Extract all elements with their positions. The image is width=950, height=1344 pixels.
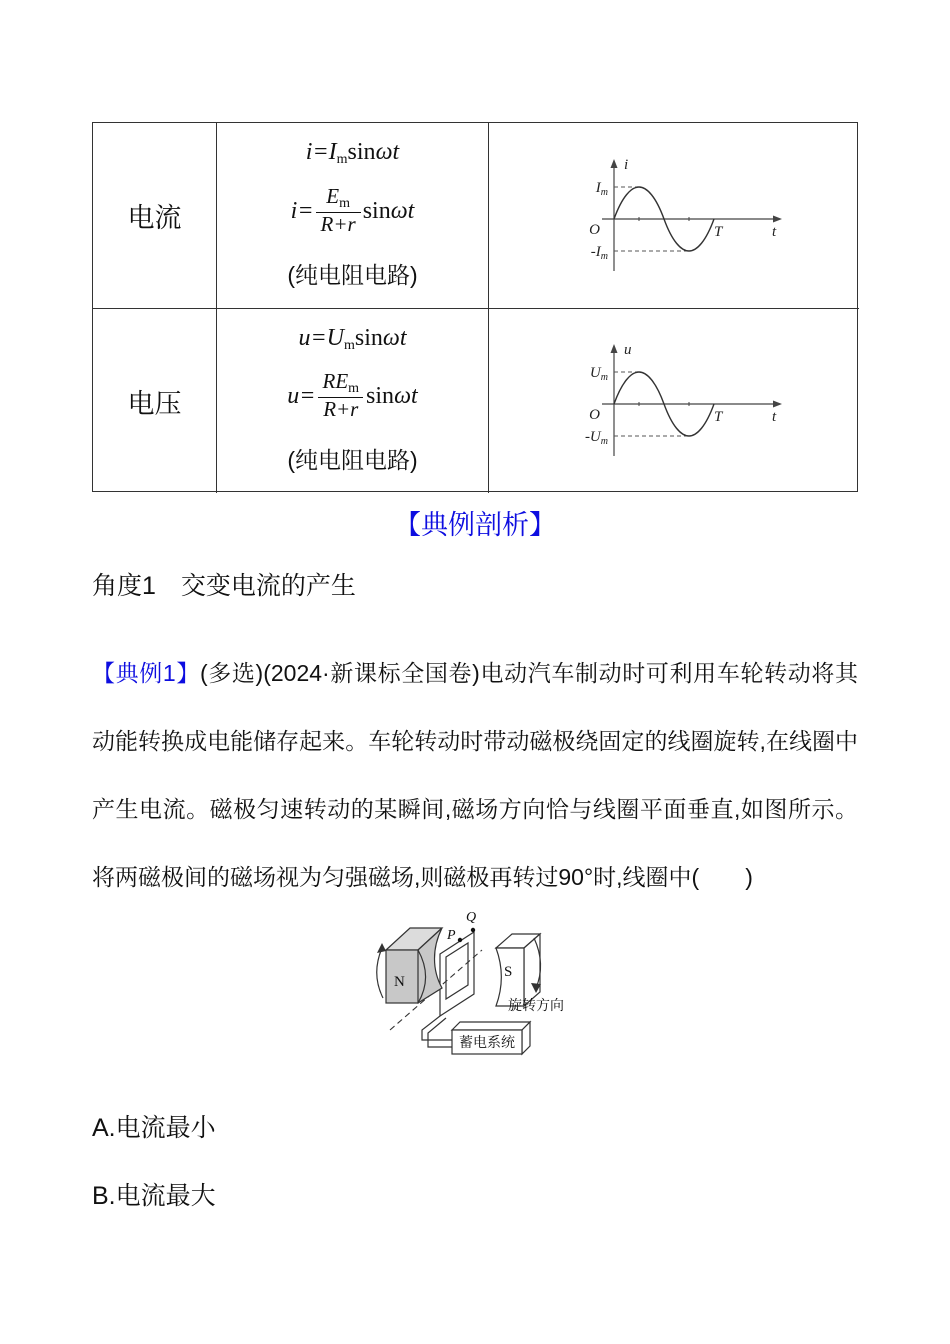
current-sine-graph xyxy=(554,150,794,282)
battery-top-face xyxy=(452,1022,530,1030)
generator-diagram xyxy=(356,890,624,1082)
x-axis-label: t xyxy=(772,223,777,240)
voltage-formula-simple: $u=U_m\sin\omega t$ xyxy=(298,325,407,353)
s-pole-label: S xyxy=(504,964,513,980)
current-formulas-cell xyxy=(216,123,488,308)
rotation-direction-label: 旋转方向 xyxy=(508,997,564,1013)
battery-label: 蓄电系统 xyxy=(459,1034,515,1050)
terminal-p-dot xyxy=(458,938,462,942)
terminal-q-dot xyxy=(471,928,475,932)
trough-label: $-U_m$ xyxy=(584,429,608,447)
option-b: B.电流最大 xyxy=(92,1182,216,1210)
period-label: T xyxy=(714,223,723,240)
current-formula-frac: i= $\frac{E_m}{R+r}$ sinωt xyxy=(290,183,415,236)
current-formula-simple: $i=I_m\sin\omega t$ xyxy=(305,139,400,167)
trough-label: $-I_m$ xyxy=(590,243,608,262)
peak-label: $I_m$ xyxy=(595,179,608,198)
row-label-voltage-text: 电压 xyxy=(127,388,182,419)
current-graph-cell xyxy=(488,123,859,308)
voltage-sine-graph xyxy=(554,335,794,467)
origin-label: O xyxy=(589,407,600,423)
option-a: A.电流最小 xyxy=(92,1114,216,1142)
ac-summary-table xyxy=(92,122,858,492)
wire-1 xyxy=(422,1016,452,1040)
row-label-current xyxy=(93,123,216,308)
voltage-formula-note: (纯电阻电路) xyxy=(287,447,418,473)
angle-heading: 角度1 交变电流的产生 xyxy=(92,572,356,600)
current-formula-note: (纯电阻电路) xyxy=(287,262,418,288)
example-text: (多选)(2024·新课标全国卷)电动汽车制动时可利用车轮转动将其动能转换成电能储存起来。车轮转动时带动磁极绕固定的线圈旋转,在线圈中产生电流。磁极匀速转动的某瞬间,磁场方向恰与线圈平面垂直,如图所示。将两磁极间的磁场视为匀强磁场,则磁极再转过90°时,线圈中( ) xyxy=(92,660,858,890)
row-label-voltage xyxy=(93,308,216,493)
y-axis-label: u xyxy=(624,342,632,358)
voltage-formula-frac: u= $\frac{RE_m}{R+r}$ sinωt xyxy=(287,369,418,422)
period-label: T xyxy=(714,409,723,425)
terminal-q-label: Q xyxy=(466,910,477,925)
y-axis-label: i xyxy=(624,156,629,173)
peak-label: $U_m$ xyxy=(589,365,608,383)
section-header-example-analysis: 【典例剖析】 xyxy=(394,510,556,540)
voltage-graph-cell xyxy=(488,308,859,493)
x-axis-label: t xyxy=(772,409,777,425)
example-tag: 【典例1】 xyxy=(92,660,200,686)
terminal-p-label: P xyxy=(447,928,456,943)
row-label-current-text: 电流 xyxy=(127,203,182,233)
voltage-formulas-cell xyxy=(216,308,488,493)
left-rotation-arrow xyxy=(377,948,383,998)
left-arrowhead-icon xyxy=(377,943,386,953)
n-pole-label: N xyxy=(394,974,405,990)
origin-label: O xyxy=(589,221,600,238)
example-paragraph xyxy=(92,639,858,911)
